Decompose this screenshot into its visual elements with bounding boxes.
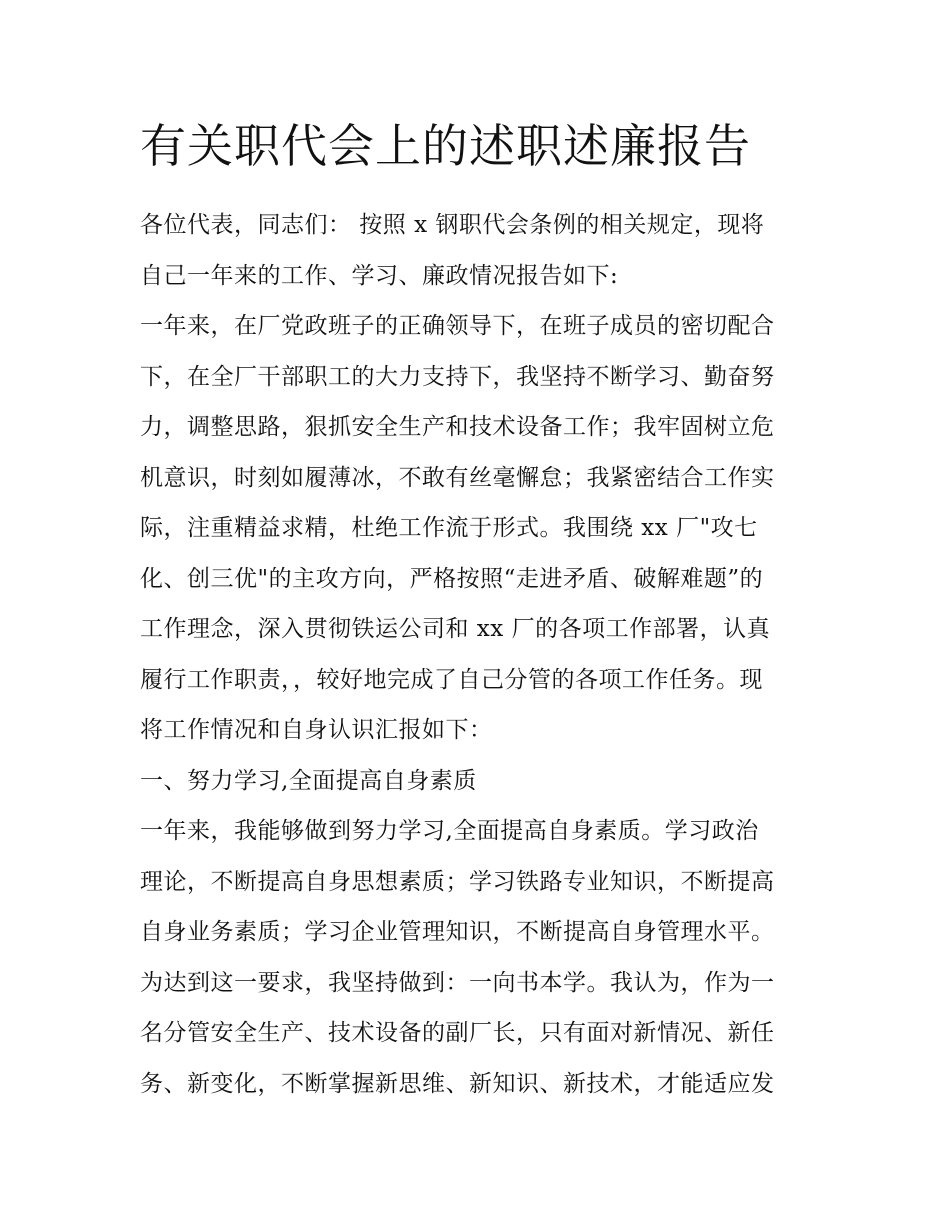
- text-line: 力，调整思路，狠抓安全生产和技术设备工作；我牢固树立危: [140, 414, 775, 440]
- text-line: 一年来，在厂党政班子的正确领导下，在班子成员的密切配合: [140, 313, 775, 339]
- text-line: 务、新变化，不断掌握新思维、新知识、新技术，才能适应发: [140, 1070, 775, 1097]
- text-lines: [140, 200, 830, 1109]
- text-line: 工作理念，深入贯彻铁运公司和 xx 厂的各项工作部署，认真: [140, 616, 771, 642]
- text-line: 自身业务素质；学习企业管理知识，不断提高自身管理水平。: [140, 919, 775, 945]
- text-line: 际，注重精益求精，杜绝工作流于形式。我围绕 xx 厂"攻七: [140, 515, 758, 541]
- document-body: [140, 112, 830, 1109]
- text-line: 自己一年来的工作、学习、廉政情况报告如下:: [140, 262, 619, 289]
- text-line: 为达到这一要求，我坚持做到：一向书本学。我认为，作为一: [140, 969, 775, 996]
- text-line: 履行工作职责，，较好地完成了自己分管的各项工作任务。现: [140, 666, 763, 693]
- text-line: 各位代表，同志们： 按照 x 钢职代会条例的相关规定，现将: [140, 212, 765, 238]
- text-line: 机意识，时刻如履薄冰，不敢有丝毫懈怠；我紧密结合工作实: [140, 464, 775, 491]
- text-line: 一年来，我能够做到努力学习,全面提高自身素质。学习政治: [140, 818, 759, 844]
- section-heading: 一、努力学习,全面提高自身素质: [140, 767, 477, 794]
- text-line: 将工作情况和自身认识汇报如下：: [140, 717, 493, 743]
- document-title: 有关职代会上的述职述廉报告: [140, 119, 751, 173]
- text-line: 下，在全厂干部职工的大力支持下，我坚持不断学习、勤奋努: [140, 363, 775, 390]
- text-line: 名分管安全生产、技术设备的副厂长，只有面对新情况、新任: [140, 1020, 775, 1046]
- text-line: 化、创三优"的主攻方向，严格按照“走进矛盾、破解难题”的: [140, 565, 764, 592]
- text-line: 理论，不断提高自身思想素质；学习铁路专业知识，不断提高: [140, 868, 775, 895]
